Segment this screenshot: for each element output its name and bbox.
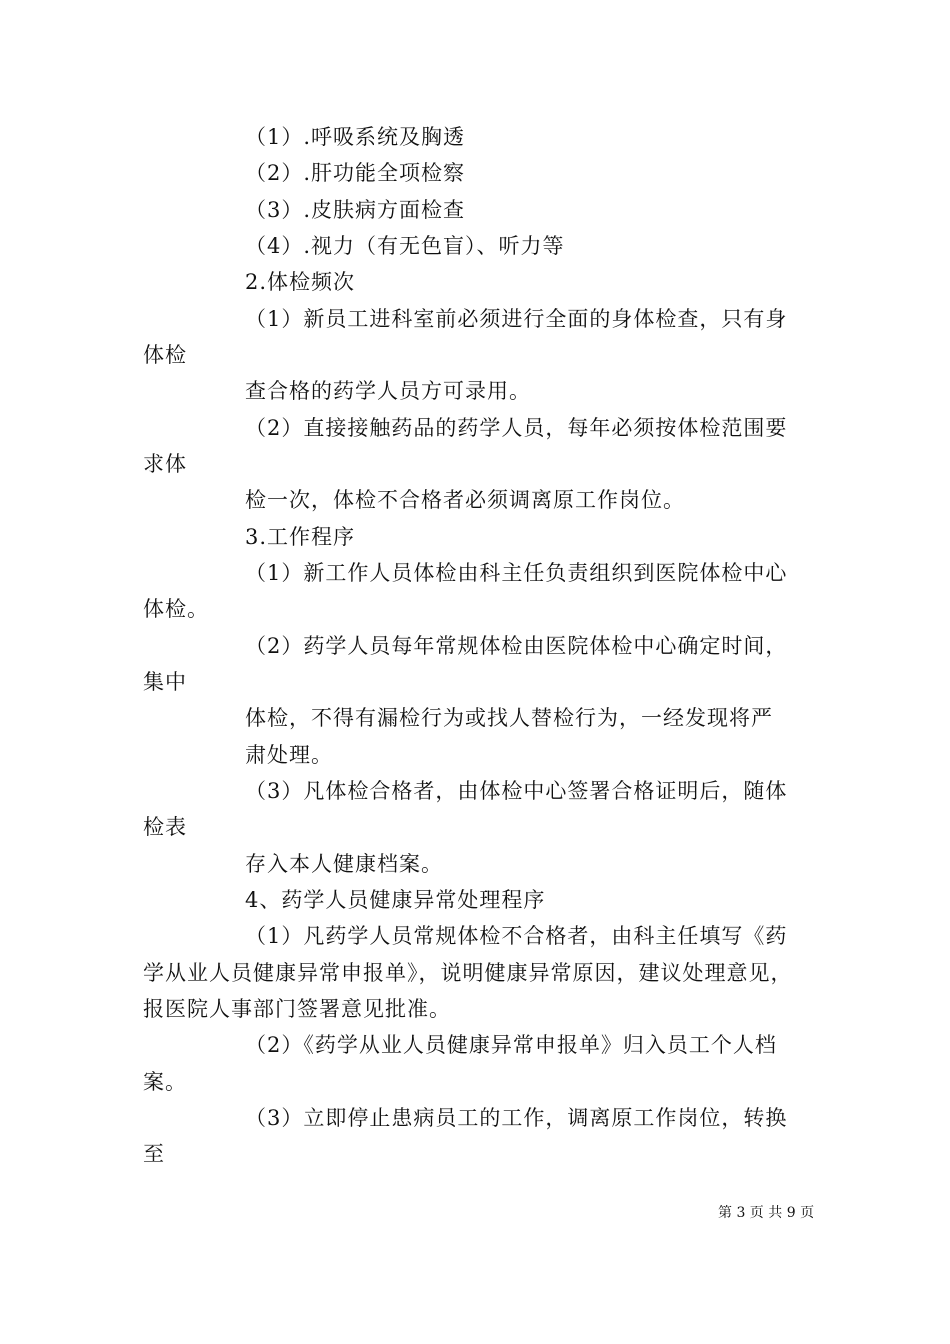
text-line: （2）药学人员每年常规体检由医院体检中心确定时间， (245, 634, 788, 658)
text-line: （4）.视力（有无色盲）、听力等 (245, 234, 565, 258)
text-line: （2）.肝功能全项检察 (245, 161, 466, 185)
text-line: （1）凡药学人员常规体检不合格者，由科主任填写《药 (245, 924, 788, 948)
text-line: 至 (143, 1142, 165, 1166)
text-line: （3）.皮肤病方面检查 (245, 198, 466, 222)
text-line: 检表 (143, 815, 187, 839)
text-line: （2）直接接触药品的药学人员，每年必须按体检范围要 (245, 416, 788, 440)
text-line: 存入本人健康档案。 (245, 852, 443, 876)
text-line: 查合格的药学人员方可录用。 (245, 379, 531, 403)
text-line: 案。 (143, 1070, 187, 1094)
text-line: （1）新工作人员体检由科主任负责组织到医院体检中心 (245, 561, 788, 585)
section-heading: 3.工作程序 (245, 525, 356, 549)
text-line: 体检 (143, 343, 187, 367)
text-line: （1）.呼吸系统及胸透 (245, 125, 466, 149)
text-line: 体检。 (143, 597, 209, 621)
text-line: 学从业人员健康异常申报单》，说明健康异常原因，建议处理意见， (143, 961, 793, 985)
text-line: 求体 (143, 452, 187, 476)
text-line: （1）新员工进科室前必须进行全面的身体检查，只有身 (245, 307, 788, 331)
text-line: （3）立即停止患病员工的工作，调离原工作岗位，转换 (245, 1106, 788, 1130)
page-number: 第 3 页 共 9 页 (718, 1205, 815, 1221)
text-line: 报医院人事部门签署意见批准。 (143, 997, 451, 1021)
text-line: 肃处理。 (245, 743, 333, 767)
text-line: （3）凡体检合格者，由体检中心签署合格证明后，随体 (245, 779, 788, 803)
text-line: 集中 (143, 670, 187, 694)
text-line: （2）《药学从业人员健康异常申报单》归入员工个人档 (245, 1033, 777, 1057)
text-line: 体检，不得有漏检行为或找人替检行为，一经发现将严 (245, 706, 773, 730)
section-heading: 2.体检频次 (245, 270, 356, 294)
section-heading: 4、药学人员健康异常处理程序 (245, 888, 546, 912)
text-line: 检一次，体检不合格者必须调离原工作岗位。 (245, 488, 685, 512)
